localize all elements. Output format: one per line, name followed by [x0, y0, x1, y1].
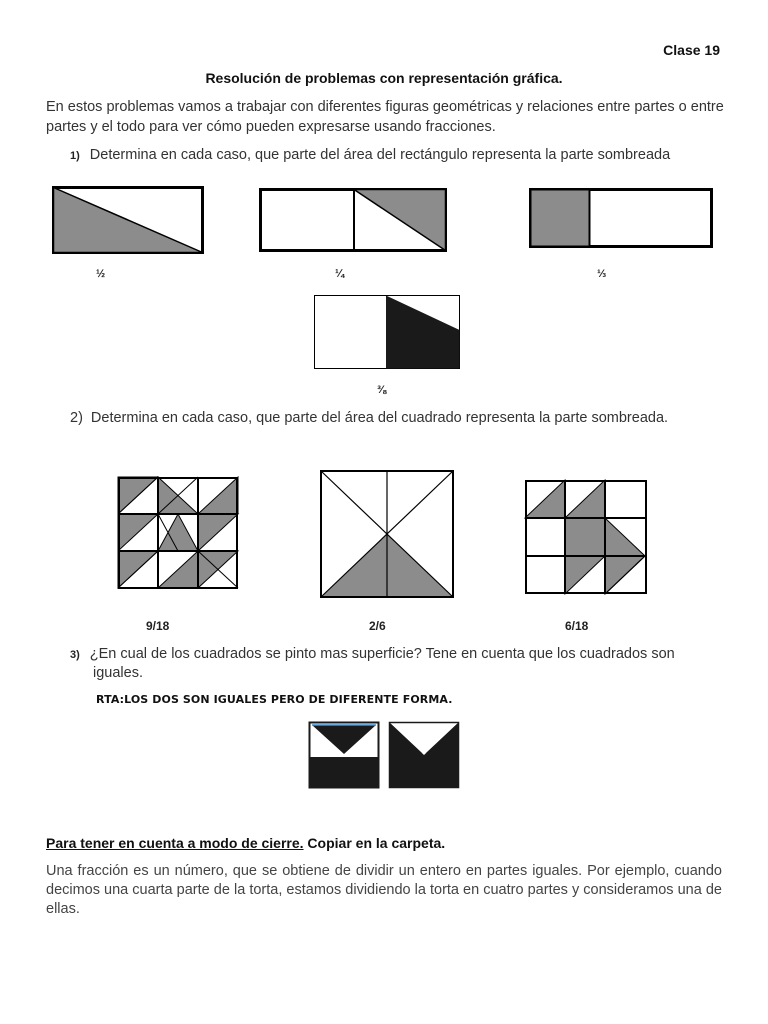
question-3-number: 3): [70, 649, 80, 661]
square-figure-1: [118, 477, 238, 589]
rectangle-figure-3: [529, 188, 713, 248]
rectangle-figure-2: [259, 188, 447, 252]
closing-heading-underlined: Para tener en cuenta a modo de cierre.: [46, 835, 304, 851]
square-figure-3: [525, 480, 647, 594]
question-2-number: 2): [70, 410, 83, 426]
question-2: [70, 409, 668, 428]
closing-paragraph: Una fracción es un número, que se obtiene de dividir un entero en partes iguales. Por ejemplo, cuando decimos una cuarta parte de la torta, estamos dividiendo la torta en cuatro partes y consideramos una de ellas.: [46, 863, 722, 917]
answer-square-2: 2/6: [369, 619, 386, 633]
page-title: Resolución de problemas con representación gráfica.: [205, 70, 563, 86]
comparison-square-1: [309, 722, 379, 788]
question-3-line1: ¿En cual de los cuadrados se pinto mas superficie? Tene en cuenta que los cuadrados son: [89, 646, 675, 662]
question-3-answer: RTA:LOS DOS SON IGUALES PERO DE DIFERENTE FORMA.: [96, 693, 453, 706]
question-1: [70, 146, 670, 166]
question-3: [70, 645, 675, 665]
answer-square-3: 6/18: [565, 619, 589, 633]
answer-rect-1: ½: [96, 268, 106, 280]
answer-square-1: 9/18: [146, 619, 170, 633]
comparison-square-2: [389, 722, 459, 788]
answer-rect-3: ⅓: [597, 268, 607, 280]
question-1-text: Determina en cada caso, que parte del área del rectángulo representa la parte sombreada: [89, 147, 671, 163]
question-3-line2: iguales.: [93, 665, 143, 681]
answer-rect-2: ¼: [335, 268, 345, 280]
class-label: Clase 19: [663, 42, 720, 58]
intro-paragraph: En estos problemas vamos a trabajar con diferentes figuras geométricas y relaciones entre partes o entre partes y el todo para ver cómo pueden expresarse usando fracciones.: [46, 99, 724, 135]
question-2-text: Determina en cada caso, que parte del área del cuadrado representa la parte sombreada.: [90, 410, 669, 426]
closing-heading-rest: Copiar en la carpeta.: [303, 835, 446, 851]
question-1-number: 1): [70, 150, 80, 162]
rectangle-figure-1: [52, 186, 204, 254]
closing-heading: [46, 835, 445, 851]
square-figure-2: [320, 470, 454, 598]
answer-rect-4: ⅜: [377, 384, 387, 396]
rectangle-figure-4: [314, 295, 460, 369]
